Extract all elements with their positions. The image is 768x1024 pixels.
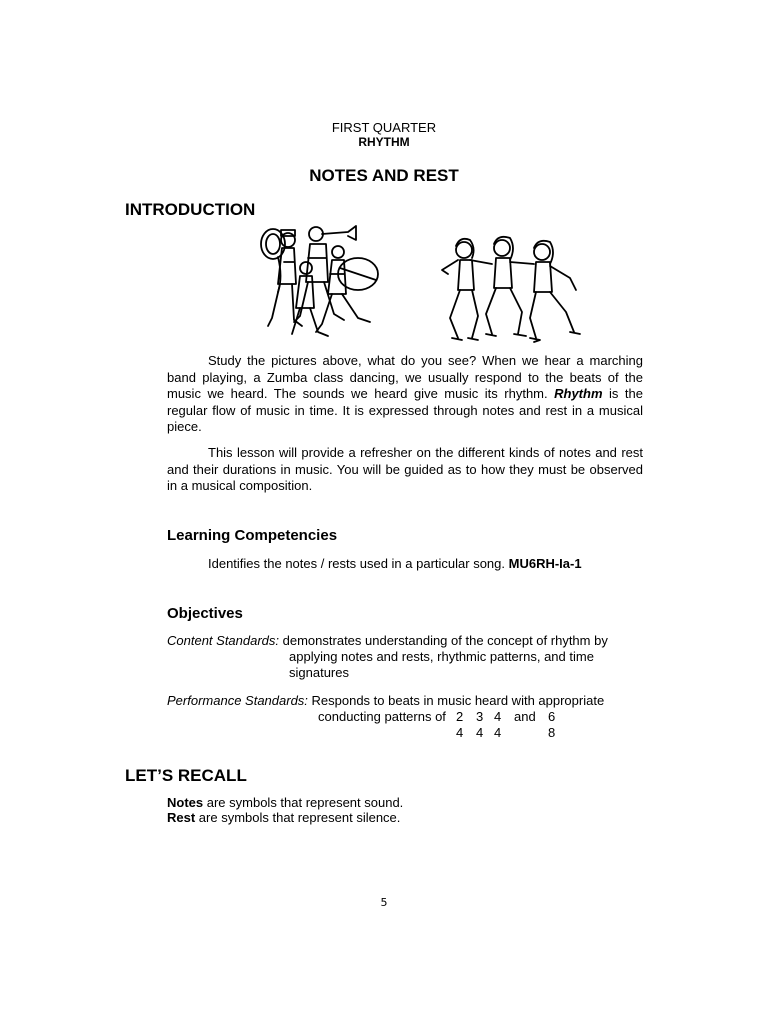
time-signature-4-4-bottom: 4: [494, 725, 502, 740]
performance-standards-label: Performance Standards:: [167, 693, 308, 708]
lesson-title: NOTES AND REST: [309, 166, 459, 185]
performance-standards-line2: conducting patterns of: [318, 709, 446, 724]
page-number: 5: [380, 896, 388, 909]
notes-term: Notes: [167, 795, 204, 810]
content-standards-label: Content Standards:: [167, 633, 280, 648]
rest-definition: [167, 810, 400, 825]
content-standards-line3: signatures: [289, 665, 349, 680]
intro-text-part1: Study the pictures above, what do you see? When we hear a marching band playing, a Zumba class dancing, we usually respond to the beats of the music we heard. The sounds we heard give music its rhythm.: [167, 353, 643, 401]
performance-standards-text1: Responds to beats in music heard with appropriate: [307, 693, 605, 708]
intro-paragraph-1: [167, 353, 643, 436]
and-word: and: [514, 709, 536, 724]
content-standards-line2: applying notes and rests, rhythmic patterns, and time: [289, 649, 594, 664]
competency-text: Identifies the notes / rests used in a particular song.: [208, 556, 509, 571]
rest-def-text: are symbols that represent silence.: [195, 810, 401, 825]
competency-code: MU6RH-Ia-1: [508, 556, 582, 571]
time-signature-4-4-top: 4: [494, 709, 502, 724]
content-standards-text1: demonstrates understanding of the concept of rhythm by: [279, 633, 608, 648]
time-signature-6-8-top: 6: [548, 709, 556, 724]
objectives-heading: Objectives: [167, 605, 243, 622]
time-signature-2-4-top: 2: [456, 709, 464, 724]
marching-band-icon: [248, 222, 388, 344]
topic-label: RHYTHM: [358, 135, 410, 149]
performance-standards-line1: [167, 693, 604, 708]
intro-text-part2: is the regular flow of music in time. It is expressed through notes and rest in a musical piece.: [167, 386, 643, 434]
rhythm-term: Rhythm: [554, 386, 603, 401]
notes-definition: [167, 795, 403, 810]
competency-line: [208, 556, 582, 571]
time-signature-3-4-bottom: 4: [476, 725, 484, 740]
lets-recall-heading: LET’S RECALL: [125, 766, 247, 785]
introduction-heading: INTRODUCTION: [125, 200, 256, 219]
rest-term: Rest: [167, 810, 196, 825]
time-signature-3-4-top: 3: [476, 709, 484, 724]
zumba-dancers-icon: [438, 234, 588, 346]
content-standards-line1: [167, 633, 608, 648]
notes-def-text: are symbols that represent sound.: [203, 795, 404, 810]
competencies-heading: Learning Competencies: [167, 527, 338, 544]
quarter-label: FIRST QUARTER: [331, 120, 437, 135]
intro-paragraph-2: This lesson will provide a refresher on the different kinds of notes and rest and their durations in music. You will be guided as to how they must be observed in a musical composition.: [167, 445, 643, 493]
time-signature-2-4-bottom: 4: [456, 725, 464, 740]
time-signature-6-8-bottom: 8: [548, 725, 556, 740]
